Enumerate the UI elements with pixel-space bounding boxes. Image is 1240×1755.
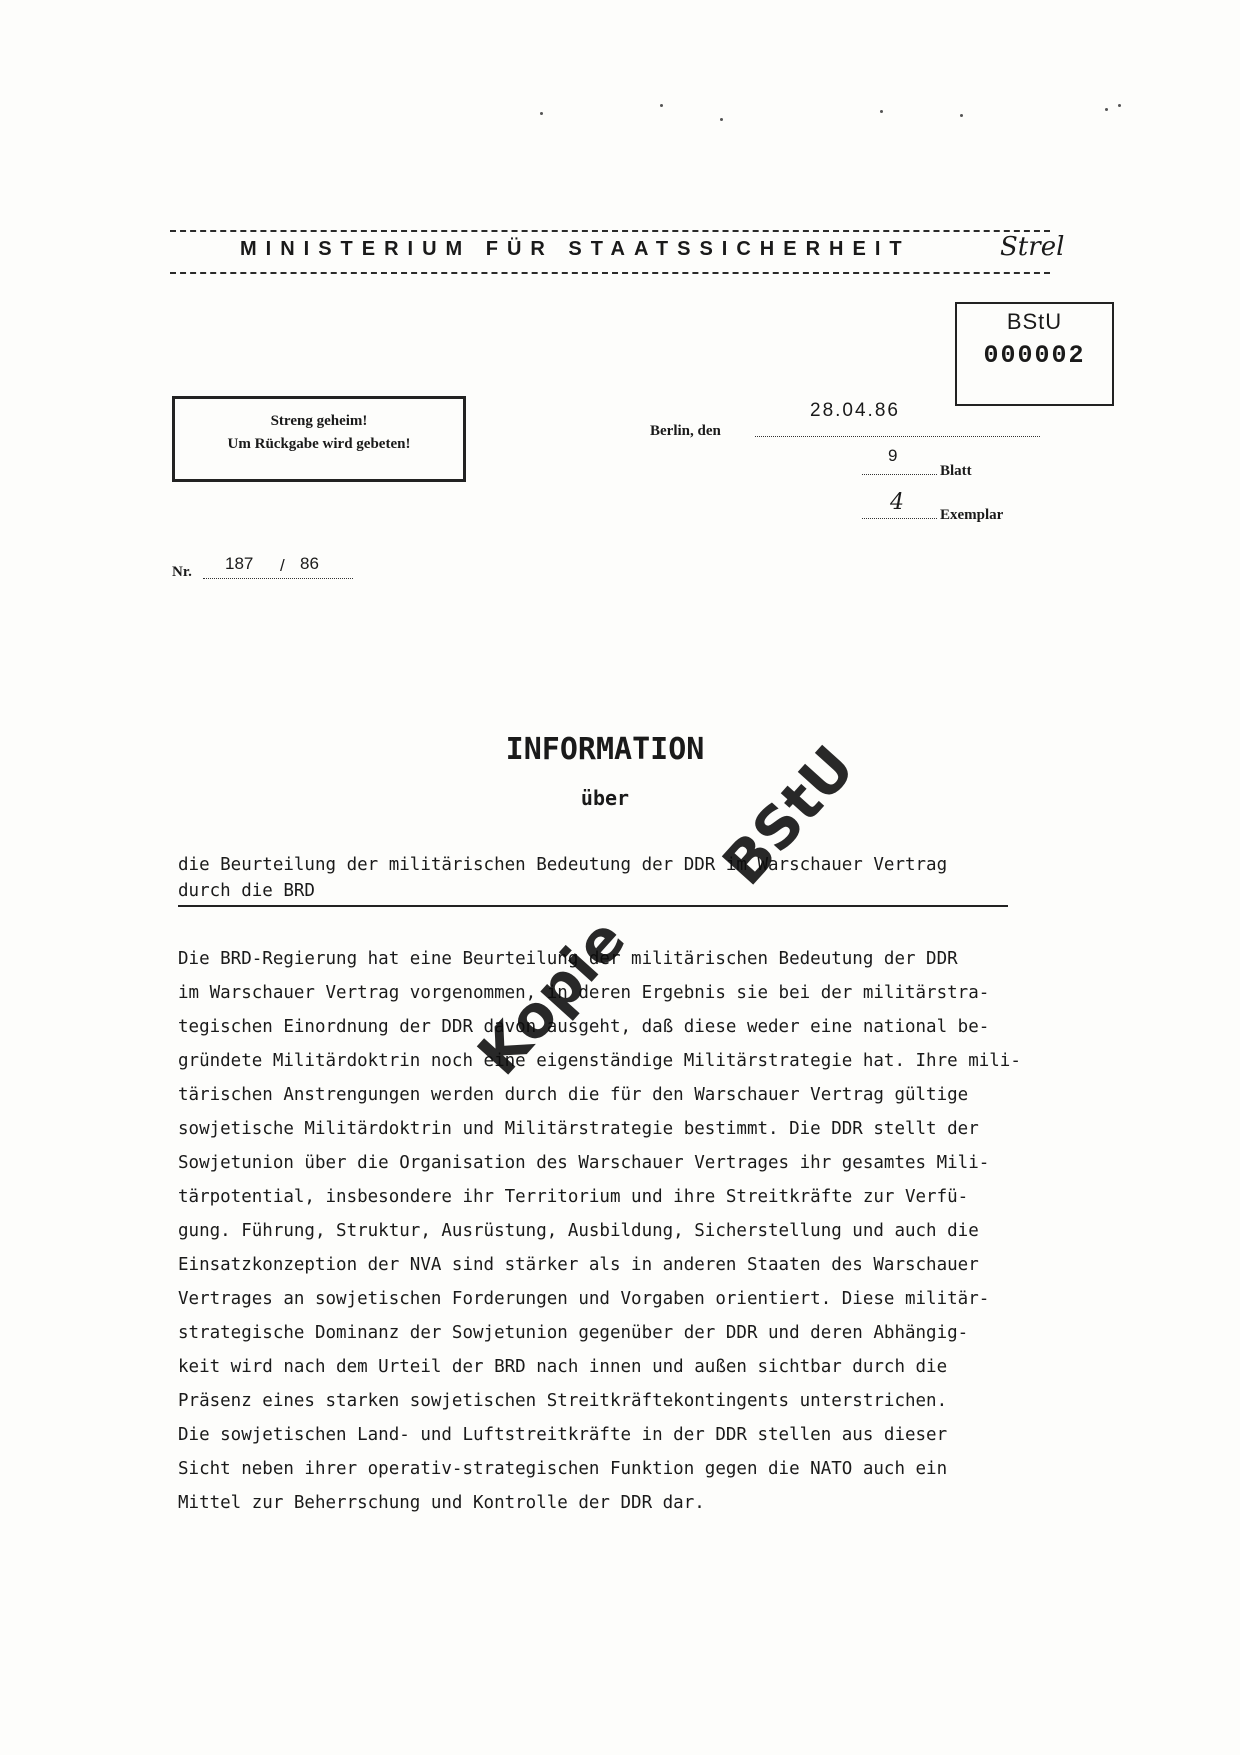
body-line: tärpotential, insbesondere ihr Territorium und ihre Streitkräfte zur Verfü- — [178, 1187, 969, 1207]
sheets-dotline — [862, 474, 937, 475]
archive-stamp-box — [955, 302, 1114, 406]
body-line: Vertrages an sowjetischen Forderungen und Vorgaben orientiert. Diese militär- — [178, 1289, 990, 1309]
body-line: Präsenz eines starken sowjetischen Streitkräftekontingents unterstrichen. — [178, 1391, 948, 1411]
subject-line-2: durch die BRD — [178, 881, 315, 901]
sheets-label: Blatt — [940, 463, 972, 479]
document-subtitle: über — [580, 786, 630, 810]
body-line: Mittel zur Beherrschung und Kontrolle der DDR dar. — [178, 1493, 705, 1513]
document-title: INFORMATION — [505, 732, 705, 767]
scan-speck — [880, 110, 883, 113]
scan-speck — [540, 112, 543, 115]
body-line: Sowjetunion über die Organisation des Warschauer Vertrages ihr gesamtes Mili- — [178, 1153, 990, 1173]
body-text — [178, 942, 1078, 1520]
scan-speck — [1105, 108, 1108, 111]
body-line: tärischen Anstrengungen werden durch die für den Warschauer Vertrag gültige — [178, 1085, 969, 1105]
nr-label: Nr. — [172, 564, 192, 580]
archive-label: BStU — [1006, 309, 1063, 334]
copy-dotline — [862, 518, 937, 519]
body-line: Einsatzkonzeption der NVA sind stärker als in anderen Staaten des Warschauer — [178, 1255, 979, 1275]
nr-value: 187 — [225, 554, 254, 573]
scan-speck — [960, 114, 963, 117]
body-line: Sicht neben ihrer operativ-strategischen Funktion gegen die NATO auch ein — [178, 1459, 948, 1479]
body-line: gründete Militärdoktrin noch eine eigenständige Militärstrategie hat. Ihre mili- — [178, 1051, 1021, 1071]
copy-label: Exemplar — [940, 507, 1004, 523]
body-line: keit wird nach dem Urteil der BRD nach innen und außen sichtbar durch die — [178, 1357, 948, 1377]
subject-block — [178, 852, 1008, 904]
nr-separator: / — [280, 556, 285, 575]
header-rule-bottom — [170, 272, 1050, 274]
classification-box — [172, 396, 466, 482]
date-value: 28.04.86 — [810, 400, 900, 421]
nr-year: 86 — [300, 554, 319, 573]
body-line: Die BRD-Regierung hat eine Beurteilung der militärischen Bedeutung der DDR — [178, 949, 958, 969]
nr-dotline — [203, 578, 353, 579]
copy-stamp-word-kopie: Kopie — [464, 905, 639, 1088]
classification-line-2: Um Rückgabe wird gebeten! — [227, 436, 411, 452]
copy-stamp-word-bstu: BStU — [709, 732, 868, 898]
scan-speck — [720, 118, 723, 121]
scan-speck — [1118, 104, 1121, 107]
body-line: Die sowjetischen Land- und Luftstreitkräfte in der DDR stellen aus dieser — [178, 1425, 948, 1445]
subject-line-1: die Beurteilung der militärischen Bedeutung der DDR im Warschauer Vertrag — [178, 855, 948, 875]
body-line: tegischen Einordnung der DDR davon ausgeht, daß diese weder eine national be- — [178, 1017, 990, 1037]
body-line: gung. Führung, Struktur, Ausrüstung, Ausbildung, Sicherstellung und auch die — [178, 1221, 979, 1241]
classification-line-1: Streng geheim! — [270, 413, 368, 429]
header-rule-top — [170, 230, 1050, 232]
body-line: strategische Dominanz der Sowjetunion gegenüber der DDR und deren Abhängig- — [178, 1323, 969, 1343]
ministry-title: MINISTERIUM FÜR STAATSSICHERHEIT — [240, 238, 911, 260]
body-line: im Warschauer Vertrag vorgenommen, in deren Ergebnis sie bei der militärstra- — [178, 983, 990, 1003]
copy-value: 4 — [890, 490, 904, 515]
subject-underline — [178, 905, 1008, 907]
date-dotline — [755, 436, 1040, 437]
sheets-value: 9 — [888, 446, 898, 465]
place-label: Berlin, den — [650, 423, 721, 439]
body-line: sowjetische Militärdoktrin und Militärstrategie bestimmt. Die DDR stellt der — [178, 1119, 979, 1139]
archive-number: 000002 — [983, 341, 1086, 370]
scan-speck — [660, 104, 663, 107]
ministry-handwritten-mark: Strel — [1000, 232, 1065, 262]
